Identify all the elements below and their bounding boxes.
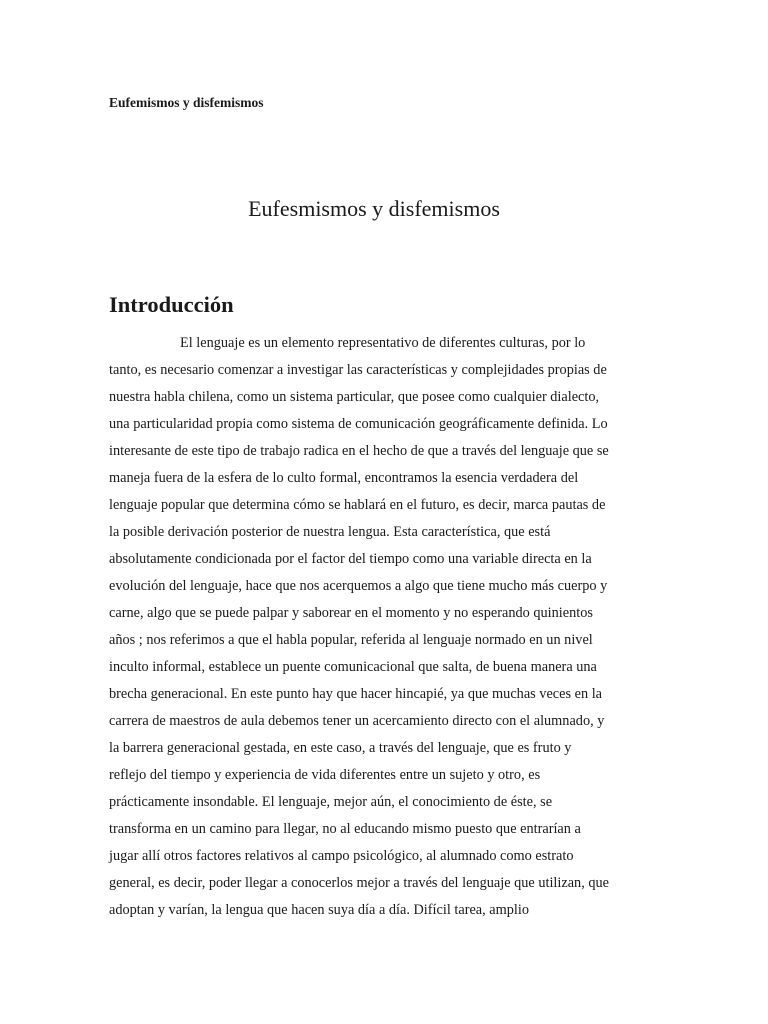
paragraph-line: tanto, es necesario comenzar a investigar las características y complejidades propias de <box>109 362 607 378</box>
paragraph-line: prácticamente insondable. El lenguaje, mejor aún, el conocimiento de éste, se <box>109 794 553 810</box>
section-heading: Introducción <box>109 292 234 317</box>
paragraph-line: reflejo del tiempo y experiencia de vida diferentes entre un sujeto y otro, es <box>109 767 541 783</box>
paragraph-line: transforma en un camino para llegar, no al educando mismo puesto que entrarían a <box>109 821 581 837</box>
paragraph-line: nuestra habla chilena, como un sistema particular, que posee como cualquier dialecto, <box>109 389 600 405</box>
paragraph-line: general, es decir, poder llegar a conocerlos mejor a través del lenguaje que utilizan, que <box>109 875 609 891</box>
paragraph-line: la barrera generacional gestada, en este caso, a través del lenguaje, que es fruto y <box>109 740 572 756</box>
paragraph-line: maneja fuera de la esfera de lo culto formal, encontramos la esencia verdadera del <box>109 470 579 486</box>
paragraph-line: una particularidad propia como sistema de comunicación geográficamente definida. Lo <box>109 416 608 432</box>
paragraph-line: años ; nos referimos a que el habla popular, referida al lenguaje normado en un nivel <box>109 632 593 648</box>
paragraph-line: la posible derivación posterior de nuestra lengua. Esta característica, que está <box>109 524 551 540</box>
paragraph-line: El lenguaje es un elemento representativo de diferentes culturas, por lo <box>180 335 586 351</box>
paragraph-line: interesante de este tipo de trabajo radica en el hecho de que a través del lenguaje que se <box>109 443 609 459</box>
document-title: Eufesmismos y disfemismos <box>248 196 500 221</box>
running-header: Eufemismos y disfemismos <box>109 95 264 110</box>
paragraph-line: brecha generacional. En este punto hay que hacer hincapié, ya que muchas veces en la <box>109 686 603 702</box>
paragraph-line: lenguaje popular que determina cómo se hablará en el futuro, es decir, marca pautas de <box>109 497 606 513</box>
paragraph-line: carne, algo que se puede palpar y saborear en el momento y no esperando quinientos <box>109 605 593 621</box>
paragraph-line: evolución del lenguaje, hace que nos acerquemos a algo que tiene mucho más cuerpo y <box>109 578 608 594</box>
paragraph-line: carrera de maestros de aula debemos tener un acercamiento directo con el alumnado, y <box>109 713 605 729</box>
paragraph-line: adoptan y varían, la lengua que hacen suya día a día. Difícil tarea, amplio <box>109 902 529 918</box>
paragraph-line: jugar allí otros factores relativos al campo psicológico, al alumnado como estrato <box>109 848 574 864</box>
paragraph-line: inculto informal, establece un puente comunicacional que salta, de buena manera una <box>109 659 597 675</box>
paragraph-line: absolutamente condicionada por el factor del tiempo como una variable directa en la <box>109 551 592 567</box>
body-paragraph <box>109 333 649 927</box>
